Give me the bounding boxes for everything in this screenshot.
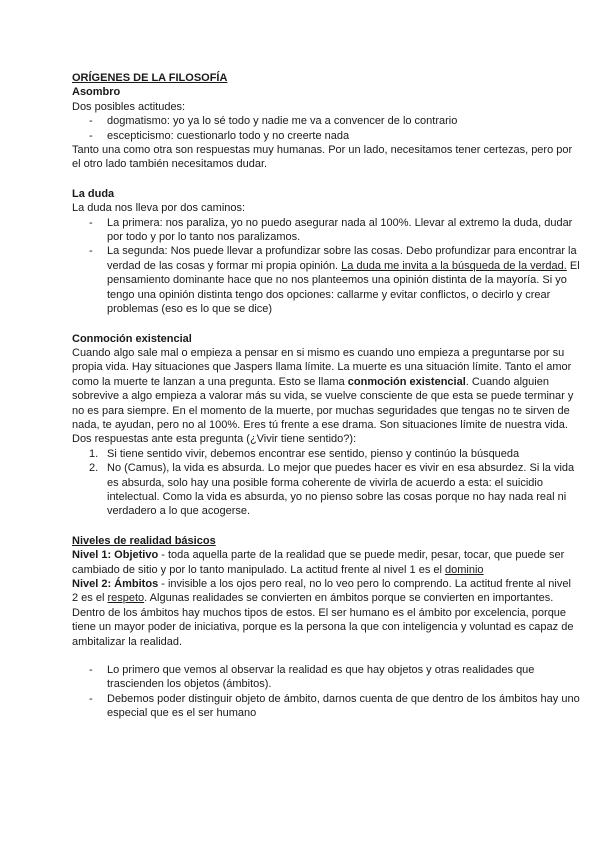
underlined-text: dominio — [445, 563, 484, 576]
list-item: - dogmatismo: yo ya lo sé todo y nadie me va a convencer de lo contrario — [107, 114, 580, 128]
paragraph: Nivel 2: Ámbitos - invisible a los ojos pero real, no lo veo pero lo comprendo. La actitud frente al nivel 2 es el respeto. Algunas realidades se convierten en ámbitos porque se convierten en importantes. Dentro de los ámbitos hay muchos tipos de estos. El ser humano es el ámbito por excelencia, porque tiene un mayor poder de iniciativa, porque es la persona la que con inteligencia y voluntad es capaz de ambitalizar la realidad. — [72, 578, 574, 648]
page-title: ORÍGENES DE LA FILOSOFÍA — [72, 72, 228, 84]
section-niveles — [72, 534, 580, 721]
paragraph: Tanto una como otra son respuestas muy humanas. Por un lado, necesitamos tener certezas, pero por el otro lado también necesitamos dudar. — [72, 144, 573, 171]
numbered-list — [72, 447, 580, 519]
paragraph: La duda nos lleva por dos caminos: — [72, 202, 246, 215]
paragraph: Dos respuestas ante esta pregunta (¿Vivir tiene sentido?): — [72, 433, 357, 446]
list-item: 1. Si tiene sentido vivir, debemos encontrar ese sentido, pienso y continúo la búsqueda — [89, 447, 520, 460]
list-item: 2. No (Camus), la vida es absurda. Lo mejor que puedes hacer es vivir en esa absurdez. Si la vida es absurda, solo hay una posible forma coherente de vivirla de acuerdo a esta: el suicidio intelectual. Como la vida es absurda, yo no pienso sobre las cosas porque no hay nada real ni verdadero a lo que acogerse. — [89, 462, 575, 518]
section-duda — [72, 187, 580, 317]
list-item: - La primera: nos paraliza, yo no puedo asegurar nada al 100%. Llevar al extremo la duda, dudar por todo y por lo tanto nos paralizamos. — [107, 216, 580, 245]
paragraph: Nivel 1: Objetivo - toda aquella parte de la realidad que se puede medir, pesar, tocar, que puede ser cambiado de sitio y por lo tanto manipulado. La actitud frente al nivel 1 es el dominio — [72, 549, 565, 576]
section-heading: Conmoción existencial — [72, 332, 192, 345]
list-item: - Lo primero que vemos al observar la realidad es que hay objetos y otras realidades que trascienden los objetos (ámbitos). — [107, 663, 580, 692]
bold-term: Nivel 1: Objetivo — [72, 549, 159, 562]
underlined-text: La duda me invita a la búsqueda de la verdad. — [341, 259, 567, 272]
section-conmocion — [72, 332, 580, 519]
section-heading: Niveles de realidad básicos — [72, 534, 216, 547]
list-item: - La segunda: Nos puede llevar a profundizar sobre las cosas. Debo profundizar para encontrar la verdad de las cosas y formar mi propia opinión. La duda me invita a la búsqueda de la verdad. El pensamiento dominante hace que no nos planteemos una opinión distinta de la mayoría. Si yo tengo una opinión distinta tengo dos opciones: callarme y evitar conflictos, o decirlo y crear problemas (eso es lo que se dice) — [107, 244, 580, 316]
section-asombro — [72, 85, 580, 171]
bold-term: Nivel 2: Ámbitos — [72, 578, 159, 590]
paragraph: Dos posibles actitudes: — [72, 100, 186, 113]
bullet-list — [72, 114, 580, 143]
section-heading: La duda — [72, 187, 115, 200]
bullet-list — [72, 216, 580, 317]
list-item: - Debemos poder distinguir objeto de ámbito, darnos cuenta de que dentro de los ámbitos hay uno especial que es el ser humano — [107, 692, 580, 721]
section-heading: Asombro — [72, 86, 121, 99]
bullet-list — [72, 663, 580, 721]
paragraph: Cuando algo sale mal o empieza a pensar en si mismo es cuando uno empieza a preguntarse por su propia vida. Hay situaciones que Jaspers llama límite. La muerte es una situación límite. Tanto el amor como la muerte te lanzan a una pregunta. Esto se llama conmoción existencial. Cuando alguien sobrevive a algo empieza a valorar más su vida, se vuelve consciente de que esta se puede terminar y no es para siempre. En el momento de la muerte, por muchas seguridades que tengas no te sirven de nada, te ayudan, pero no al 100%. Eres tú frente a ese drama. Son situaciones límite de nuestra vida. — [72, 346, 574, 431]
list-item: - escepticismo: cuestionarlo todo y no creerte nada — [107, 129, 580, 143]
underlined-text: respeto — [107, 592, 145, 605]
bold-term: conmoción existencial — [347, 375, 466, 388]
